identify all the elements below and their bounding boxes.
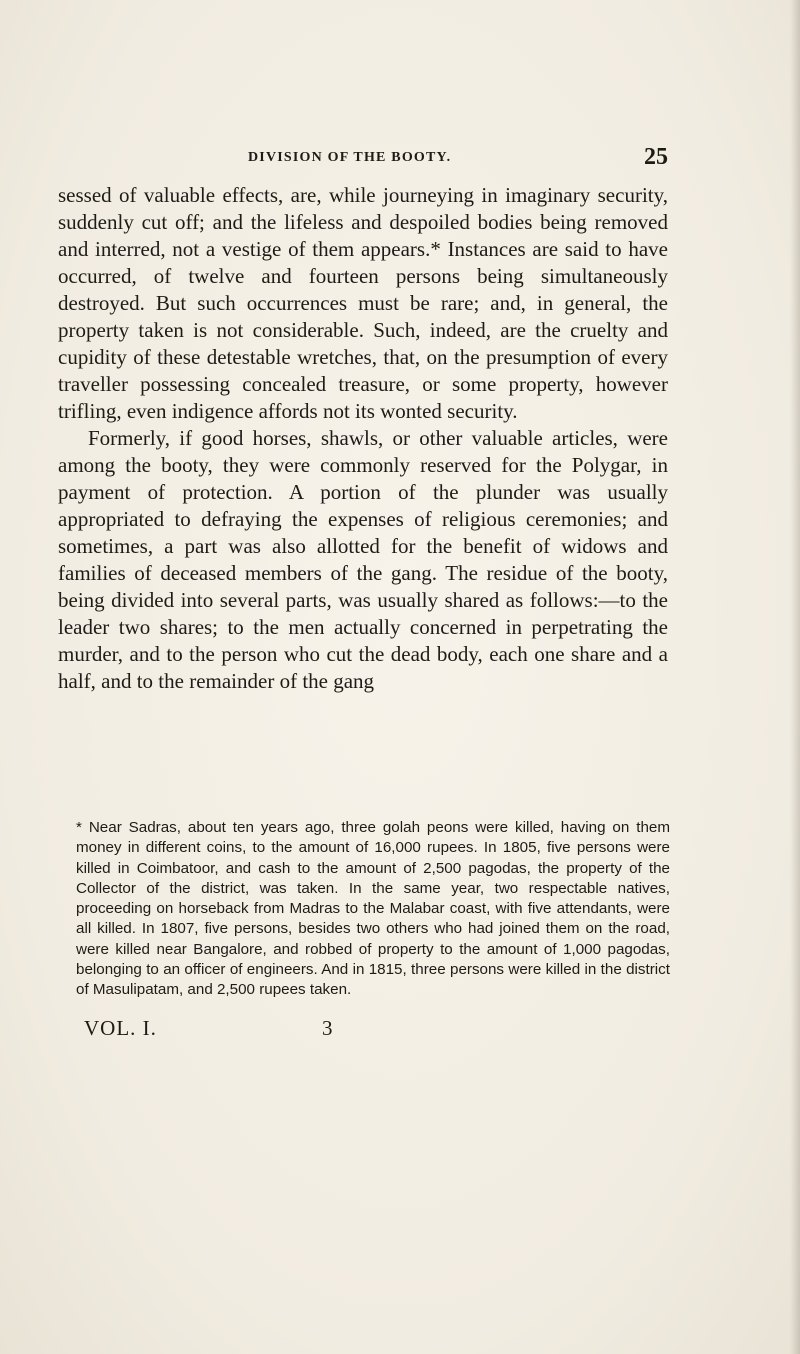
page-number: 25 <box>644 144 668 170</box>
running-head <box>248 144 668 174</box>
footnote-marker: * <box>76 819 89 836</box>
paragraph-1: sessed of valuable effects, are, while journeying in imaginary security, suddenly cut off; and the lifeless and despoiled bodies being removed and interred, not a vestige of them appears.* Instances are said to have occurred, of twelve and fourteen persons being simultaneously destroyed. But such occurrences must be rare; and, in general, the property taken is not considerable. Such, indeed, are the cruelty and cupidity of these detestable wretches, that, on the presumption of every traveller possessing concealed treasure, or some property, however trifling, even indigence affords not its wonted security. <box>58 183 668 423</box>
footnote <box>58 818 670 1001</box>
footnote-text: Near Sadras, about ten years ago, three golah peons were killed, having on them money in different coins, to the amount of 16,000 rupees. In 1805, five persons were killed in Coimbatoor, and cash to the amount of 2,500 pagodas, the property of the Collector of the district, was taken. In the same year, two respectable natives, proceeding on horseback from Madras to the Malabar coast, with five attendants, were all killed. In 1807, five persons, besides two others who had joined them on the road, were killed near Bangalore, and robbed of property to the amount of 1,000 pagodas, belonging to an officer of engineers. And in 1815, three persons were killed in the district of Masulipatam, and 2,500 rupees taken. <box>76 819 670 999</box>
running-title: DIVISION OF THE BOOTY. <box>248 150 452 165</box>
paragraph-2: Formerly, if good horses, shawls, or other valuable articles, were among the booty, they were commonly reserved for the Polygar, in payment of protection. A portion of the plunder was usually appropriated to defraying the expenses of religious ceremonies; and sometimes, a part was also allotted for the benefit of widows and families of deceased members of the gang. The residue of the booty, being divided into several parts, was usually shared as follows:—to the leader two shares; to the men actually concerned in perpetrating the murder, and to the person who cut the dead body, each one share and a half, and to the remainder of the gang <box>58 426 668 693</box>
signature-mark: 3 <box>322 1016 333 1040</box>
volume-label: VOL. I. <box>84 1016 157 1040</box>
main-text <box>58 182 668 695</box>
footnote-body <box>58 818 670 1001</box>
signature-line <box>84 1016 384 1046</box>
page-edge-shadow <box>790 0 800 1354</box>
